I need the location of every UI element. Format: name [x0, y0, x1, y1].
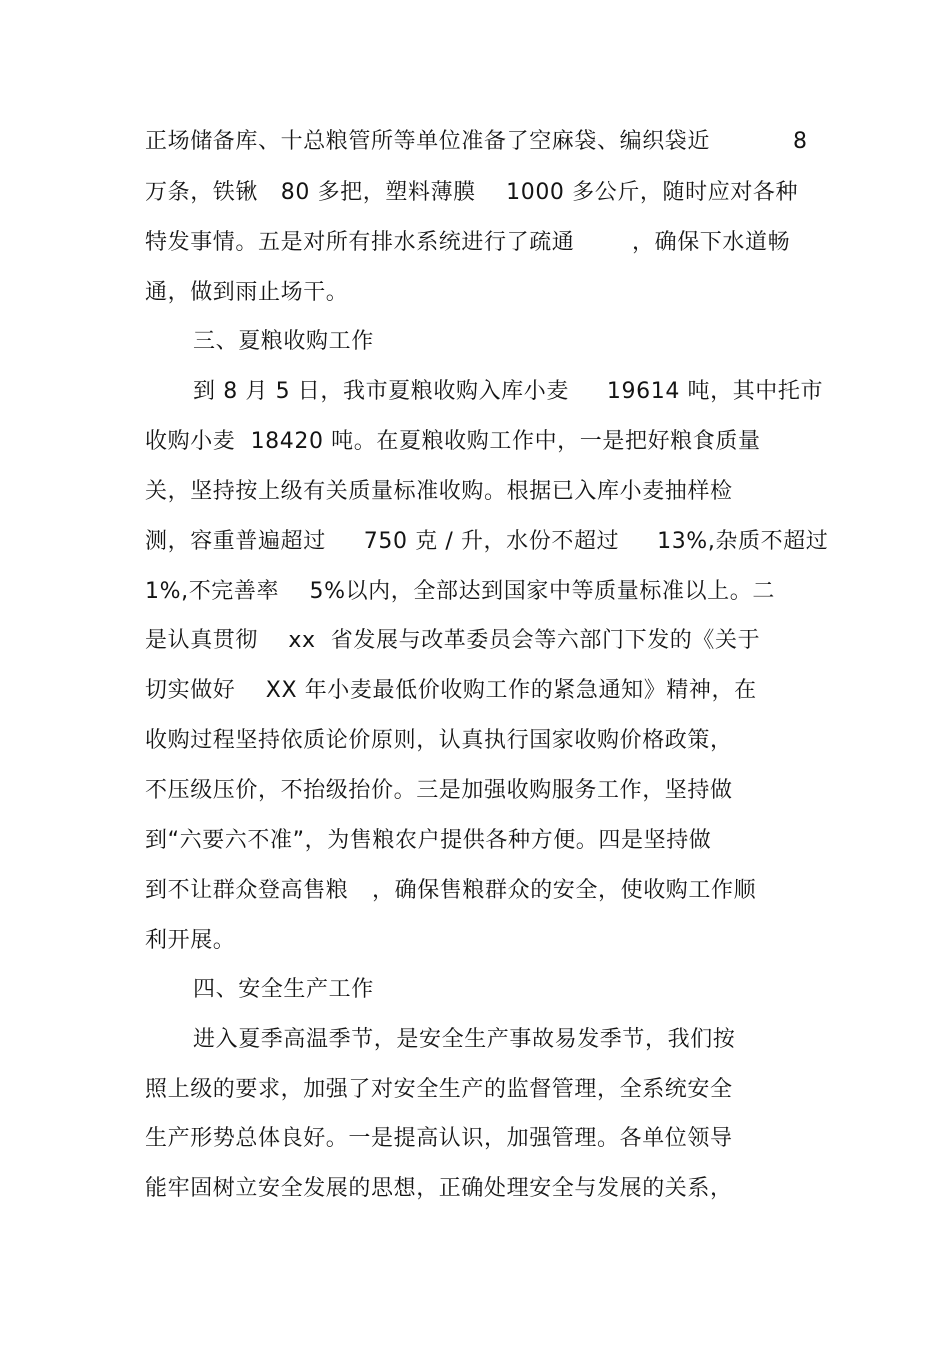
body-text-line: 收购小麦 18420 吨。在夏粮收购工作中，一是把好粮食质量 — [145, 429, 761, 454]
body-text-line: 通，做到雨止场干。 — [145, 280, 349, 305]
body-text-line: 到 8 月 5 日，我市夏粮收购入库小麦 19614 吨，其中托市 — [193, 379, 824, 404]
body-text-line: 是认真贯彻 xx 省发展与改革委员会等六部门下发的《关于 — [145, 628, 761, 653]
body-text-line: 到“六要六不准”，为售粮农户提供各种方便。四是坚持做 — [145, 828, 712, 853]
body-text-line: 8 — [793, 129, 808, 154]
body-text-line: 能牢固树立安全发展的思想，正确处理安全与发展的关系， — [145, 1176, 733, 1201]
body-text-line: 1%,不完善率 5%以内，全部达到国家中等质量标准以上。二 — [145, 579, 775, 604]
body-text-line: 照上级的要求，加强了对安全生产的监督管理，全系统安全 — [145, 1077, 733, 1102]
section-heading: 四、安全生产工作 — [193, 977, 374, 1002]
body-text-line: 正场储备库、十总粮管所等单位准备了空麻袋、编织袋近 — [145, 129, 711, 154]
body-text-line: 万条，铁锹 80 多把，塑料薄膜 1000 多公斤，随时应对各种 — [145, 180, 799, 205]
body-text-line: 生产形势总体良好。一是提高认识，加强管理。各单位领导 — [145, 1126, 733, 1151]
body-text-line: 到不让群众登高售粮 — [145, 878, 349, 903]
section-heading: 三、夏粮收购工作 — [193, 329, 374, 354]
body-text-line: 测，容重普遍超过 750 克 / 升，水份不超过 13%,杂质不超过 — [145, 529, 829, 554]
body-text-line: 不压级压价，不抬级抬价。三是加强收购服务工作，坚持做 — [145, 778, 733, 803]
body-text-line: ，确保售粮群众的安全，使收购工作顺 — [372, 878, 757, 903]
body-text-line: 特发事情。五是对所有排水系统进行了疏通 — [145, 230, 575, 255]
body-text-line: 进入夏季高温季节，是安全生产事故易发季节，我们按 — [193, 1027, 736, 1052]
body-text-line: 收购过程坚持依质论价原则，认真执行国家收购价格政策， — [145, 728, 733, 753]
body-text-line: 利开展。 — [145, 928, 236, 953]
body-text-line: 关，坚持按上级有关质量标准收购。根据已入库小麦抽样检 — [145, 479, 733, 504]
body-text-line: 切实做好 XX 年小麦最低价收购工作的紧急通知》精神，在 — [145, 678, 757, 703]
body-text-line: ，确保下水道畅 — [632, 230, 791, 255]
